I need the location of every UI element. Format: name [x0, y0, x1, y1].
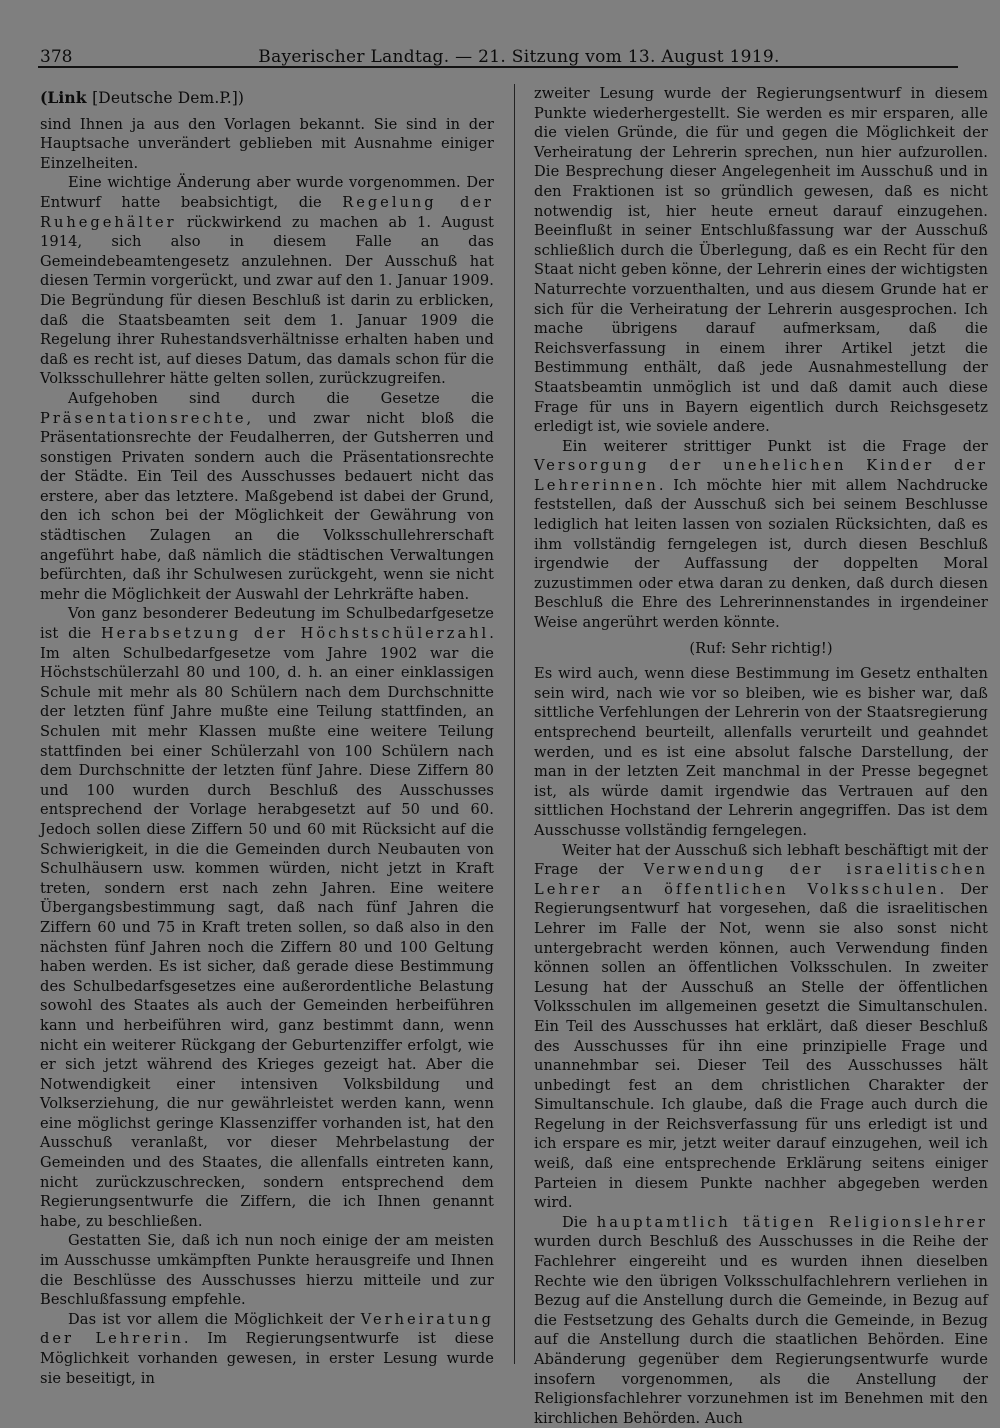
paragraph [40, 604, 494, 1231]
paragraph [534, 841, 988, 1213]
header-rule [38, 66, 958, 68]
paragraph-text: wurden durch Beschluß des Ausschusses in die Reihe der Fachlehrer eingereiht und es wurden ihnen dieselben Rechte wie den übrigen Volksschulfachlehrern verliehen in Bezug auf die Anstellung durch die Gemeinde, in Bezug auf die Festsetzung des Gehalts durch die Gemeinde, in Bezug auf die Anstellung durch die staatlichen Behörden. Eine Abänderung gegenüber dem Regierungsentwurfe wurde insofern vorgenommen, als die Anstellung der Religionsfachlehrer vorzunehmen ist im Benehmen mit den kirchlichen Behörden. Auch [534, 1233, 988, 1427]
paragraph-text: . Der Regierungsentwurf hat vorgesehen, daß die israelitischen Lehrer im Falle der Not, wenn sie also sonst nicht untergebracht werden können, auch Verwendung finden können sollen an öffentlichen Volksschulen. In zweiter Lesung hat der Ausschuß an Stelle der öffentlichen Volksschulen im allgemeinen gesetzt die Simultanschulen. Ein Teil des Ausschusses hat erklärt, daß dieser Beschluß des Ausschusses für ihn eine prinzipielle Frage und unannehmbar sei. Dieser Teil des Ausschusses hält unbedingt fest an dem christlichen Charakter der Simultanschule. Ich glaube, daß die Frage auch durch die Regelung in der Reichsverfassung für uns erledigt ist und ich erspare es mir, jetzt weiter darauf einzugehen, weil ich weiß, daß eine entsprechende Erklärung seitens einiger Parteien in diesem Punkte nachher abgegeben werden wird. [534, 880, 988, 1212]
paragraph: sind Ihnen ja aus den Vorlagen bekannt. Sie sind in der Hauptsache unverändert geblieben mit Ausnahme einiger Einzelheiten. [40, 115, 494, 172]
paragraph [534, 1213, 988, 1428]
left-column [40, 84, 494, 1387]
speaker-label [40, 88, 494, 109]
emphasized-term: Herabsetzung der Höchstschülerzahl [100, 625, 490, 643]
paragraph-text: Das ist vor allem die Möglichkeit der [68, 1310, 355, 1328]
paragraph [40, 1310, 494, 1388]
paragraph: Es wird auch, wenn diese Bestimmung im Gesetz enthalten sein wird, nach wie vor so bleiben, wie es bisher war, daß sittliche Verfehlungen der Lehrerin von der Staatsregierung entsprechend beurteilt, allenfalls verurteilt und geahndet werden, und es ist eine absolut falsche Darstellung, der man in der letzten Zeit manchmal in der Presse begegnet ist, als würde damit irgendwie das Vertrauen auf den sittlichen Hochstand der Lehrerin angegriffen. Das ist dem Ausschusse vollständig ferngelegen. [534, 665, 988, 839]
speaker-name: (Link [40, 88, 87, 107]
paragraph-text: Von ganz besonderer Bedeutung im Schulbedarfgesetze ist die [40, 605, 494, 643]
paragraph: zweiter Lesung wurde der Regierungsentwurf in diesem Punkte wiederhergestellt. Sie werden es mir ersparen, alle die vielen Gründe, die für und gegen die Möglichkeit der Verheiratung der Lehrerin sprechen, nun hier aufzurollen. Die Besprechung dieser Angelegenheit im Ausschuß und in den Fraktionen ist so gründlich gewesen, daß es nicht notwendig ist, hier heute erneut darauf einzugehen. Beeinflußt in seiner Entschlußfassung war der Ausschuß schließlich durch die Überlegung, daß es ein Recht für den Staat nicht geben könne, der Lehrerin eines der wichtigsten Naturrechte vorzuenthalten, und aus diesem Grunde hat er sich für die Verheiratung der Lehrerin ausgesprochen. Ich mache übrigens darauf aufmerksam, daß die Reichsverfassung in einem ihrer Artikel jetzt die Bestimmung enthält, daß jede Ausnahmestellung der Staatsbeamtin unmöglich ist und daß damit auch diese Frage für uns in Bayern eigentlich durch Reichsgesetz erledigt ist, wie soviele andere. [534, 85, 988, 436]
paragraph-text: . Im Regierungsentwurfe ist diese Möglichkeit vorhanden gewesen, in erster Lesung wurde sie beseitigt, in [40, 1330, 494, 1387]
paragraph-text: , und zwar nicht bloß die Präsentationsrechte der Feudalherren, der Gutsherren und sonstigen Privaten sondern auch die Präsentationsrechte der Städte. Ein Teil des Ausschusses bedauert nicht das erstere, aber das letztere. Maßgebend ist dabei der Grund, den ich schon bei der Möglichkeit der Gewährung von städtischen Zulagen an die Volksschullehrerschaft angeführt habe, daß nämlich die städtischen Verwaltungen befürchten, daß ihr Schulwesen zurückgeht, wenn sie nicht mehr die Möglichkeit der Auswahl der Lehrkräfte haben. [40, 409, 494, 603]
paragraph: Gestatten Sie, daß ich nun noch einige der am meisten im Ausschusse umkämpften Punkte herausgreife und Ihnen die Beschlüsse des Ausschusses hierzu mitteile und zur Beschlußfassung empfehle. [40, 1232, 494, 1309]
right-column [534, 84, 988, 1427]
paragraph-text: Die [562, 1213, 588, 1231]
paragraph [40, 173, 494, 389]
paragraph-text: . Im alten Schulbedarfgesetze vom Jahre 1902 war die Höchstschülerzahl 80 und 100, d. h. an einer einklassigen Schule mit mehr als 80 Schülern nach dem Durchschnitte der letzten fünf Jahre mußte eine Teilung stattfinden, an Schulen mit mehr Klassen mußte eine weitere Teilung stattfinden bei einer Schülerzahl von 100 Schülern nach dem Durchschnitte der letzten fünf Jahre. Diese Ziffern 80 und 100 wurden durch Beschluß des Ausschusses entsprechend der Vorlage herabgesetzt auf 50 und 60. Jedoch sollen diese Ziffern 50 und 60 mit Rücksicht auf die Schwierigkeit, in die die Gemeinden durch Neubauten von Schulhäusern usw. kommen würden, nicht jetzt in Kraft treten, sondern erst nach zehn Jahren. Eine weitere Übergangsbestimmung sagt, daß nach fünf Jahren die Ziffern 60 und 75 in Kraft treten sollen, so daß also in den nächsten fünf Jahren noch die Ziffern 80 und 100 Geltung haben werden. Es ist sicher, daß gerade diese Bestimmung des Schulbedarfsgesetzes eine außerordentliche Belastung sowohl des Staates als auch der Gemeinden herbeiführen kann und herbeiführen wird, ganz bestimmt dann, wenn nicht ein weiterer Rückgang der Geburtenziffer erfolgt, wie er sich jetzt während des Krieges gezeigt hat. Aber die Notwendigkeit einer intensiven Volksbildung und Volkserziehung, die nur gewährleistet werden kann, wenn eine möglichst geringe Klassenziffer vorhanden ist, hat den Ausschuß veranlaßt, vor dieser Mehrbelastung der Gemeinden und des Staates, die allenfalls eintreten kann, nicht zurückzuschrecken, sondern entsprechend dem Regierungsentwurfe die Ziffern, die ich Ihnen genannt habe, zu beschließen. [40, 625, 494, 1230]
paragraph [534, 437, 988, 633]
paragraph [40, 389, 494, 605]
emphasized-term: Versorgung der unehelichen Kinder der Lehrerinnen [534, 457, 988, 494]
emphasized-term: Verheiratung der Lehrerin [40, 1310, 494, 1348]
emphasized-term: Präsentationsrechte [40, 409, 247, 427]
emphasized-term: hauptamtlich tätigen Religionslehrer [596, 1213, 988, 1231]
paragraph-text: Eine wichtige Änderung aber wurde vorgenommen. Der Entwurf hatte beabsichtigt, die [40, 174, 494, 211]
running-head: Bayerischer Landtag. — 21. Sitzung vom 13. August 1919. [258, 47, 780, 67]
paragraph-text: . Ich möchte hier mit allem Nachdrucke feststellen, daß der Ausschuß sich bei seinem Beschlusse lediglich hat leiten lassen von sozialen Rücksichten, daß es ihm vollständig ferngelegen ist, durch diesen Beschluß irgendwie der Auffassung der doppelten Moral zuzustimmen oder etwa daran zu denken, daß durch diesen Beschluß die Ehre des Lehrerinnenstandes in irgendeiner Weise angerührt werden könnte. [534, 476, 988, 632]
page-number: 378 [40, 47, 73, 67]
column-divider [514, 84, 515, 1364]
paragraph-text: rückwirkend zu machen ab 1. August 1914, sich also in diesem Falle an das Gemeindebeamtengesetz anzulehnen. Der Ausschuß hat diesen Termin vorgerückt, und zwar auf den 1. Januar 1909. Die Begründung für diesen Beschluß ist darin zu erblicken, daß die Staatsbeamten seit dem 1. Januar 1909 die Regelung ihrer Ruhestandsverhältnisse erhalten haben und daß es recht ist, auf dieses Datum, das damals schon für die Volksschullehrer hätte gelten sollen, zurückzugreifen. [40, 213, 494, 388]
paragraph-text: Aufgehoben sind durch die Gesetze die [68, 389, 494, 407]
speaker-party: [Deutsche Dem.P.]) [92, 89, 245, 107]
emphasized-term: Regelung der Ruhegehälter [40, 193, 494, 231]
interjection: (Ruf: Sehr richtig!) [689, 639, 833, 657]
emphasized-term: Verwendung der israelitischen Lehrer an öffentlichen Volksschulen [534, 861, 988, 898]
paragraph-text: Weiter hat der Ausschuß sich lebhaft beschäftigt mit der Frage der [534, 841, 988, 879]
paragraph-text: Ein weiterer strittiger Punkt ist die Frage der [562, 437, 988, 455]
